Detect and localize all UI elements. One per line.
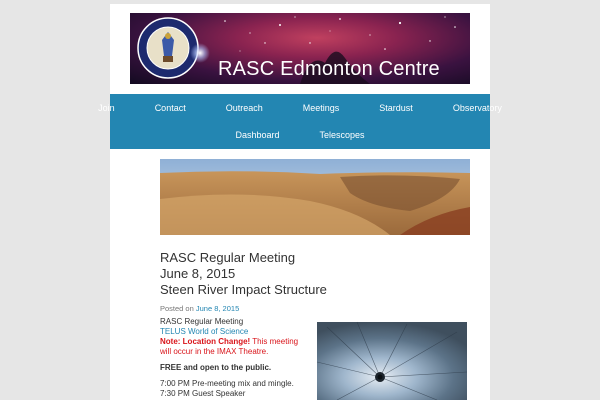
nav-row-primary: [98, 102, 502, 115]
nav-item-stardust[interactable]: Stardust: [379, 103, 413, 113]
post-title-line: June 8, 2015: [160, 266, 236, 281]
posted-prefix: Posted on: [160, 304, 194, 313]
post-title-line: Steen River Impact Structure: [160, 282, 327, 297]
crater-hero-image: [160, 159, 470, 235]
impact-crater-image: [317, 322, 467, 400]
nav-row-secondary: [110, 129, 490, 142]
nav-item-meetings[interactable]: Meetings: [302, 103, 340, 113]
post-meta: [160, 304, 239, 313]
post-title-line: RASC Regular Meeting: [160, 250, 296, 265]
banner-title: RASC Edmonton Centre: [218, 58, 440, 80]
free-notice: FREE and open to the public.: [160, 363, 272, 372]
nav-item-dashboard[interactable]: Dashboard: [235, 130, 280, 140]
nav-item-telescopes[interactable]: Telescopes: [319, 130, 365, 140]
venue-link[interactable]: TELUS World of Science: [160, 327, 249, 336]
post-content: [160, 317, 310, 399]
main-navigation: [98, 94, 502, 149]
posted-date-link[interactable]: June 8, 2015: [195, 304, 240, 313]
content-line: RASC Regular Meeting: [160, 317, 244, 326]
site-banner[interactable]: [130, 13, 470, 84]
post-title[interactable]: [160, 250, 470, 298]
nav-item-contact[interactable]: Contact: [154, 103, 186, 113]
nav-item-observatory[interactable]: Observatory: [452, 103, 502, 113]
star-glow: [190, 43, 210, 63]
note-text: This meeting will occur in the IMAX Theatre.: [160, 337, 299, 356]
nav-item-join[interactable]: Join: [98, 103, 115, 113]
schedule-line: 7:30 PM Guest Speaker: [160, 389, 246, 398]
nav-item-outreach[interactable]: Outreach: [225, 103, 263, 113]
page-container: [98, 4, 502, 400]
note-label: Note: Location Change!: [160, 337, 251, 346]
schedule-line: 7:00 PM Pre-meeting mix and mingle.: [160, 379, 294, 388]
